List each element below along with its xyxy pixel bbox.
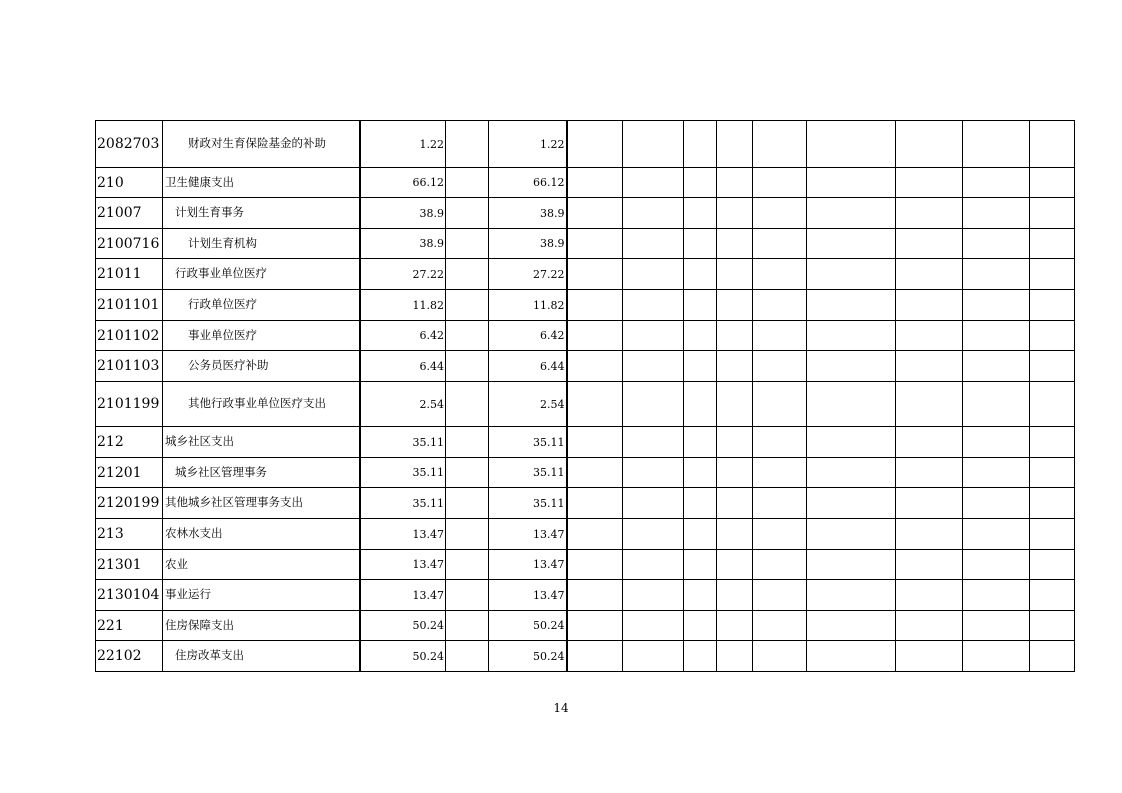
empty-cell xyxy=(963,229,1030,259)
subject-name: 计划生育事务 xyxy=(163,198,360,229)
empty-cell xyxy=(623,641,684,672)
subject-code: 22102 xyxy=(96,641,163,672)
subject-code: 2101103 xyxy=(96,351,163,382)
empty-cell xyxy=(896,550,963,580)
subject-name: 公务员医疗补助 xyxy=(163,351,360,382)
table-row xyxy=(96,458,1075,488)
empty-cell xyxy=(446,580,489,611)
empty-cell xyxy=(807,121,896,168)
empty-cell xyxy=(1030,321,1075,351)
empty-cell xyxy=(753,351,807,382)
subject-name: 卫生健康支出 xyxy=(163,168,360,198)
empty-cell xyxy=(623,259,684,290)
total-amount: 38.9 xyxy=(360,229,446,259)
subject-name: 财政对生育保险基金的补助 xyxy=(163,121,360,168)
empty-cell xyxy=(567,458,623,488)
empty-cell xyxy=(1030,229,1075,259)
total-amount: 13.47 xyxy=(360,519,446,550)
subject-code: 2101102 xyxy=(96,321,163,351)
empty-cell xyxy=(1030,351,1075,382)
empty-cell xyxy=(1030,198,1075,229)
subject-code: 221 xyxy=(96,611,163,641)
subject-code: 2120199 xyxy=(96,488,163,519)
empty-cell xyxy=(1030,458,1075,488)
empty-cell xyxy=(684,382,717,427)
total-amount: 1.22 xyxy=(360,121,446,168)
total-amount: 66.12 xyxy=(360,168,446,198)
subject-code: 21301 xyxy=(96,550,163,580)
empty-cell xyxy=(623,321,684,351)
basic-amount: 11.82 xyxy=(489,290,567,321)
empty-cell xyxy=(963,382,1030,427)
empty-cell xyxy=(717,229,753,259)
empty-cell xyxy=(567,290,623,321)
budget-table xyxy=(95,120,1075,672)
empty-cell xyxy=(807,580,896,611)
subject-code: 2101199 xyxy=(96,382,163,427)
empty-cell xyxy=(684,168,717,198)
table-row xyxy=(96,382,1075,427)
empty-cell xyxy=(1030,427,1075,458)
subject-name: 农林水支出 xyxy=(163,519,360,550)
subject-name: 事业单位医疗 xyxy=(163,321,360,351)
empty-cell xyxy=(623,580,684,611)
empty-cell xyxy=(717,259,753,290)
empty-cell xyxy=(1030,168,1075,198)
empty-cell xyxy=(623,168,684,198)
empty-cell xyxy=(567,351,623,382)
empty-cell xyxy=(446,382,489,427)
empty-cell xyxy=(807,382,896,427)
table-row xyxy=(96,229,1075,259)
empty-cell xyxy=(717,580,753,611)
empty-cell xyxy=(567,550,623,580)
empty-cell xyxy=(567,488,623,519)
total-amount: 11.82 xyxy=(360,290,446,321)
total-amount: 35.11 xyxy=(360,488,446,519)
table-row xyxy=(96,519,1075,550)
empty-cell xyxy=(446,259,489,290)
empty-cell xyxy=(807,488,896,519)
basic-amount: 13.47 xyxy=(489,550,567,580)
empty-cell xyxy=(807,198,896,229)
empty-cell xyxy=(623,611,684,641)
subject-code: 213 xyxy=(96,519,163,550)
empty-cell xyxy=(753,458,807,488)
subject-code: 2082703 xyxy=(96,121,163,168)
basic-amount: 2.54 xyxy=(489,382,567,427)
empty-cell xyxy=(684,229,717,259)
empty-cell xyxy=(896,229,963,259)
table-row xyxy=(96,259,1075,290)
table-row xyxy=(96,321,1075,351)
empty-cell xyxy=(753,290,807,321)
empty-cell xyxy=(807,168,896,198)
empty-cell xyxy=(717,198,753,229)
basic-amount: 35.11 xyxy=(489,458,567,488)
empty-cell xyxy=(1030,488,1075,519)
empty-cell xyxy=(684,580,717,611)
basic-amount: 66.12 xyxy=(489,168,567,198)
empty-cell xyxy=(896,458,963,488)
empty-cell xyxy=(963,611,1030,641)
total-amount: 35.11 xyxy=(360,427,446,458)
empty-cell xyxy=(623,198,684,229)
empty-cell xyxy=(446,321,489,351)
empty-cell xyxy=(684,290,717,321)
empty-cell xyxy=(684,519,717,550)
subject-code: 212 xyxy=(96,427,163,458)
subject-code: 2100716 xyxy=(96,229,163,259)
empty-cell xyxy=(446,121,489,168)
empty-cell xyxy=(896,351,963,382)
empty-cell xyxy=(717,351,753,382)
total-amount: 13.47 xyxy=(360,550,446,580)
empty-cell xyxy=(896,321,963,351)
empty-cell xyxy=(717,550,753,580)
empty-cell xyxy=(684,611,717,641)
subject-name: 农业 xyxy=(163,550,360,580)
empty-cell xyxy=(807,458,896,488)
basic-amount: 6.44 xyxy=(489,351,567,382)
empty-cell xyxy=(446,550,489,580)
subject-code: 210 xyxy=(96,168,163,198)
empty-cell xyxy=(963,351,1030,382)
empty-cell xyxy=(623,458,684,488)
empty-cell xyxy=(567,229,623,259)
subject-name: 其他行政事业单位医疗支出 xyxy=(163,382,360,427)
subject-code: 21011 xyxy=(96,259,163,290)
table-body xyxy=(96,121,1075,672)
empty-cell xyxy=(963,488,1030,519)
table-row xyxy=(96,488,1075,519)
subject-name: 行政事业单位医疗 xyxy=(163,259,360,290)
total-amount: 6.42 xyxy=(360,321,446,351)
empty-cell xyxy=(963,641,1030,672)
empty-cell xyxy=(1030,290,1075,321)
empty-cell xyxy=(684,641,717,672)
subject-name: 行政单位医疗 xyxy=(163,290,360,321)
empty-cell xyxy=(807,641,896,672)
subject-name: 城乡社区支出 xyxy=(163,427,360,458)
empty-cell xyxy=(753,198,807,229)
empty-cell xyxy=(1030,641,1075,672)
subject-name: 住房保障支出 xyxy=(163,611,360,641)
basic-amount: 35.11 xyxy=(489,427,567,458)
empty-cell xyxy=(1030,382,1075,427)
empty-cell xyxy=(753,382,807,427)
basic-amount: 13.47 xyxy=(489,519,567,550)
subject-name: 其他城乡社区管理事务支出 xyxy=(163,488,360,519)
empty-cell xyxy=(717,168,753,198)
empty-cell xyxy=(753,611,807,641)
empty-cell xyxy=(963,580,1030,611)
empty-cell xyxy=(623,488,684,519)
empty-cell xyxy=(753,519,807,550)
empty-cell xyxy=(896,198,963,229)
total-amount: 35.11 xyxy=(360,458,446,488)
empty-cell xyxy=(717,458,753,488)
basic-amount: 50.24 xyxy=(489,611,567,641)
total-amount: 2.54 xyxy=(360,382,446,427)
empty-cell xyxy=(807,259,896,290)
empty-cell xyxy=(717,641,753,672)
empty-cell xyxy=(896,168,963,198)
basic-amount: 38.9 xyxy=(489,198,567,229)
empty-cell xyxy=(807,519,896,550)
table-row xyxy=(96,550,1075,580)
empty-cell xyxy=(567,382,623,427)
empty-cell xyxy=(623,550,684,580)
empty-cell xyxy=(807,427,896,458)
empty-cell xyxy=(1030,550,1075,580)
empty-cell xyxy=(1030,519,1075,550)
empty-cell xyxy=(717,382,753,427)
empty-cell xyxy=(963,259,1030,290)
table-row xyxy=(96,611,1075,641)
basic-amount: 38.9 xyxy=(489,229,567,259)
empty-cell xyxy=(684,351,717,382)
subject-name: 城乡社区管理事务 xyxy=(163,458,360,488)
basic-amount: 13.47 xyxy=(489,580,567,611)
empty-cell xyxy=(717,321,753,351)
empty-cell xyxy=(753,427,807,458)
table-row xyxy=(96,427,1075,458)
empty-cell xyxy=(623,427,684,458)
total-amount: 6.44 xyxy=(360,351,446,382)
empty-cell xyxy=(567,198,623,229)
empty-cell xyxy=(963,427,1030,458)
empty-cell xyxy=(963,458,1030,488)
subject-code: 2101101 xyxy=(96,290,163,321)
empty-cell xyxy=(807,290,896,321)
table-row xyxy=(96,580,1075,611)
empty-cell xyxy=(684,550,717,580)
basic-amount: 1.22 xyxy=(489,121,567,168)
empty-cell xyxy=(1030,611,1075,641)
total-amount: 27.22 xyxy=(360,259,446,290)
table-row xyxy=(96,168,1075,198)
empty-cell xyxy=(963,168,1030,198)
empty-cell xyxy=(807,321,896,351)
total-amount: 50.24 xyxy=(360,641,446,672)
basic-amount: 27.22 xyxy=(489,259,567,290)
empty-cell xyxy=(896,259,963,290)
empty-cell xyxy=(717,611,753,641)
empty-cell xyxy=(567,121,623,168)
empty-cell xyxy=(567,427,623,458)
empty-cell xyxy=(446,488,489,519)
empty-cell xyxy=(963,550,1030,580)
empty-cell xyxy=(807,229,896,259)
empty-cell xyxy=(623,290,684,321)
empty-cell xyxy=(717,121,753,168)
empty-cell xyxy=(753,168,807,198)
empty-cell xyxy=(446,611,489,641)
empty-cell xyxy=(1030,580,1075,611)
page-number: 14 xyxy=(553,701,569,715)
empty-cell xyxy=(963,321,1030,351)
basic-amount: 50.24 xyxy=(489,641,567,672)
empty-cell xyxy=(753,321,807,351)
empty-cell xyxy=(807,351,896,382)
empty-cell xyxy=(446,519,489,550)
empty-cell xyxy=(567,611,623,641)
empty-cell xyxy=(567,580,623,611)
table-row xyxy=(96,198,1075,229)
empty-cell xyxy=(753,229,807,259)
empty-cell xyxy=(963,519,1030,550)
empty-cell xyxy=(684,121,717,168)
basic-amount: 6.42 xyxy=(489,321,567,351)
empty-cell xyxy=(446,290,489,321)
empty-cell xyxy=(753,488,807,519)
empty-cell xyxy=(896,641,963,672)
table-row xyxy=(96,121,1075,168)
empty-cell xyxy=(446,351,489,382)
table-row xyxy=(96,290,1075,321)
empty-cell xyxy=(896,382,963,427)
empty-cell xyxy=(896,488,963,519)
subject-code: 21007 xyxy=(96,198,163,229)
empty-cell xyxy=(446,229,489,259)
total-amount: 38.9 xyxy=(360,198,446,229)
empty-cell xyxy=(567,519,623,550)
empty-cell xyxy=(623,351,684,382)
empty-cell xyxy=(567,259,623,290)
empty-cell xyxy=(623,121,684,168)
empty-cell xyxy=(963,121,1030,168)
empty-cell xyxy=(684,198,717,229)
subject-name: 住房改革支出 xyxy=(163,641,360,672)
empty-cell xyxy=(684,321,717,351)
empty-cell xyxy=(623,519,684,550)
empty-cell xyxy=(1030,121,1075,168)
subject-name: 计划生育机构 xyxy=(163,229,360,259)
empty-cell xyxy=(807,550,896,580)
empty-cell xyxy=(684,427,717,458)
empty-cell xyxy=(753,550,807,580)
empty-cell xyxy=(623,229,684,259)
empty-cell xyxy=(446,458,489,488)
empty-cell xyxy=(446,198,489,229)
subject-name: 事业运行 xyxy=(163,580,360,611)
table-row xyxy=(96,351,1075,382)
empty-cell xyxy=(753,259,807,290)
empty-cell xyxy=(684,458,717,488)
empty-cell xyxy=(896,121,963,168)
basic-amount: 35.11 xyxy=(489,488,567,519)
empty-cell xyxy=(567,168,623,198)
empty-cell xyxy=(753,641,807,672)
empty-cell xyxy=(446,641,489,672)
total-amount: 50.24 xyxy=(360,611,446,641)
empty-cell xyxy=(717,519,753,550)
table-row xyxy=(96,641,1075,672)
subject-code: 21201 xyxy=(96,458,163,488)
empty-cell xyxy=(446,427,489,458)
empty-cell xyxy=(567,641,623,672)
empty-cell xyxy=(896,519,963,550)
empty-cell xyxy=(684,259,717,290)
empty-cell xyxy=(753,121,807,168)
empty-cell xyxy=(963,198,1030,229)
empty-cell xyxy=(717,488,753,519)
empty-cell xyxy=(717,427,753,458)
empty-cell xyxy=(807,611,896,641)
empty-cell xyxy=(753,580,807,611)
empty-cell xyxy=(623,382,684,427)
empty-cell xyxy=(717,290,753,321)
empty-cell xyxy=(896,580,963,611)
empty-cell xyxy=(896,290,963,321)
empty-cell xyxy=(567,321,623,351)
total-amount: 13.47 xyxy=(360,580,446,611)
empty-cell xyxy=(1030,259,1075,290)
empty-cell xyxy=(684,488,717,519)
empty-cell xyxy=(963,290,1030,321)
subject-code: 2130104 xyxy=(96,580,163,611)
empty-cell xyxy=(446,168,489,198)
empty-cell xyxy=(896,611,963,641)
empty-cell xyxy=(896,427,963,458)
